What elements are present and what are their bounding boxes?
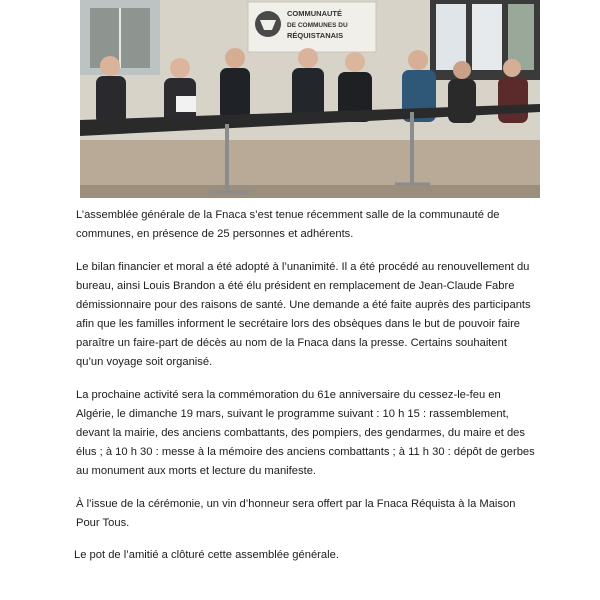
article-paragraph: La prochaine activité sera la commémoration du 61e anniversaire du cessez-le-feu en Algérie, le dimanche 19 mars, suivant le programme suivant : 10 h 15 : rassemblement, devant la mairie, des anciens combattants, des pompiers, des gendarmes, du maire et des élus ; à 10 h 30 : messe à la mémoire des anciens combattants ; à 11 h 30 : dépôt de gerbes au monument aux morts et lecture du manifeste. [76, 389, 535, 477]
article-paragraph: À l’issue de la cérémonie, un vin d’honneur sera offert par la Fnaca Réquista à la Maison Pour Tous. [76, 498, 516, 529]
sign-line-1: COMMUNAUTÉ [287, 9, 342, 18]
meeting-photo-illustration [80, 0, 540, 198]
article-paragraph: Le pot de l’amitié a clôturé cette assemblée générale. [74, 549, 339, 561]
sign-line-3: RÉQUISTANAIS [287, 31, 344, 40]
sign-line-2: DE COMMUNES DU [287, 22, 348, 29]
article-photo [80, 0, 540, 198]
article-paragraph: L’assemblée générale de la Fnaca s’est tenue récemment salle de la communauté de communes, en présence de 25 personnes et adhérents. [76, 209, 500, 240]
article-paragraph: Le bilan financier et moral a été adopté à l’unanimité. Il a été procédé au renouvellement du bureau, ainsi Louis Brandon a été élu président en remplacement de Jean-Claude Fabre démissionnaire pour des raisons de santé. Une demande a été faite auprès des participants afin que les familles informent le secrétaire lors des obsèques dans le but de pouvoir faire paraître un faire-part de décès au nom de la Fnaca dans la presse. Certains souhaitent qu’un voyage soit organisé. [76, 261, 531, 368]
community-sign [248, 2, 376, 52]
